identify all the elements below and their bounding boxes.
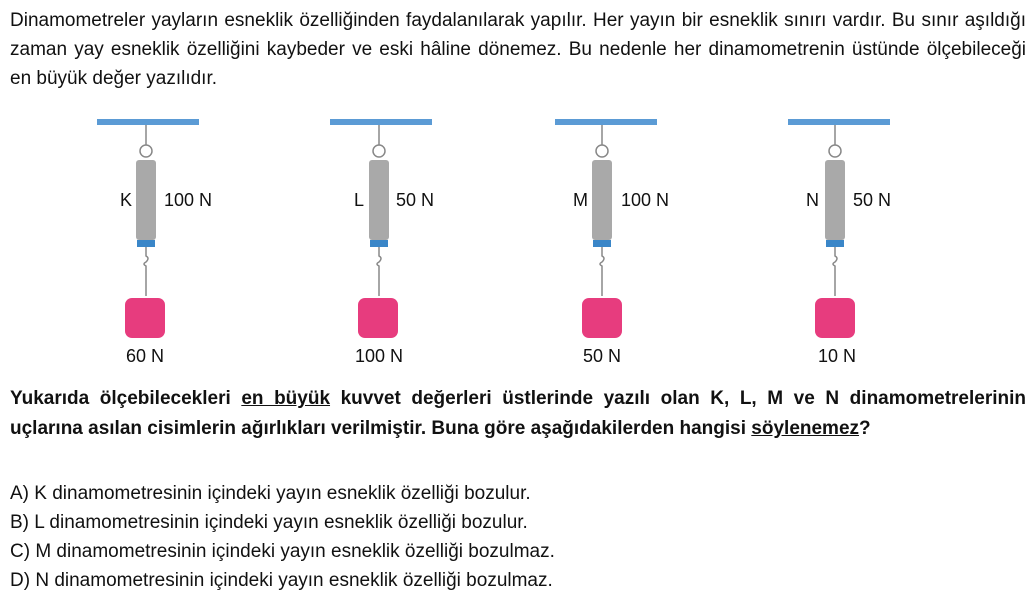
question-emphasis: söylenemez xyxy=(751,418,860,439)
hanging-mass xyxy=(815,298,855,338)
dynamometer-label: M xyxy=(573,190,588,210)
dynamometer-M xyxy=(555,119,669,366)
bottom-hook xyxy=(833,247,837,296)
top-ring xyxy=(596,145,608,157)
option-c[interactable]: C) M dinamometresinin içindeki yayın esneklik özelliği bozulmaz. xyxy=(10,541,555,562)
dynamometer-label: L xyxy=(354,190,365,210)
top-ring xyxy=(140,145,152,157)
option-b[interactable]: B) L dinamometresinin içindeki yayın esneklik özelliği bozulur. xyxy=(10,512,528,533)
option-d[interactable]: D) N dinamometresinin içindeki yayın esneklik özelliği bozulmaz. xyxy=(10,570,553,591)
dynamometer-body xyxy=(592,160,612,240)
question-text xyxy=(10,384,1026,444)
top-ring xyxy=(373,145,385,157)
weight-label: 60 N xyxy=(126,346,165,366)
dynamometer-body xyxy=(369,160,389,240)
dynamometer-figure xyxy=(0,110,1034,370)
ceiling-bar xyxy=(788,119,890,125)
dynamometer-label: K xyxy=(120,190,133,210)
bottom-hook xyxy=(377,247,381,296)
hanging-mass xyxy=(125,298,165,338)
top-ring xyxy=(829,145,841,157)
hanging-mass xyxy=(582,298,622,338)
bottom-hook xyxy=(600,247,604,296)
question-part: ? xyxy=(859,418,871,439)
answer-options xyxy=(10,479,555,595)
weight-label: 10 N xyxy=(818,346,857,366)
hanging-mass xyxy=(358,298,398,338)
ceiling-bar xyxy=(97,119,199,125)
question-part: Yukarıda ölçebilecekleri xyxy=(10,388,242,409)
question-part: kuvvet değerleri üstlerinde yazılı olan K, L, M ve N dinamometrelerinin uçlarına asılan cisimlerin ağırlıkları verilmiştir. Buna göre aşağıdakilerden hangisi xyxy=(10,388,1026,439)
dynamometer-K xyxy=(97,119,212,366)
dynamometer-tip xyxy=(137,240,155,247)
max-force-label: 50 N xyxy=(396,190,435,210)
ceiling-bar xyxy=(330,119,432,125)
max-force-label: 50 N xyxy=(853,190,892,210)
max-force-label: 100 N xyxy=(621,190,670,210)
ceiling-bar xyxy=(555,119,657,125)
dynamometer-L xyxy=(330,119,434,366)
dynamometer-label: N xyxy=(806,190,819,210)
dynamometer-body xyxy=(136,160,156,240)
weight-label: 50 N xyxy=(583,346,622,366)
dynamometer-tip xyxy=(826,240,844,247)
question-emphasis: en büyük xyxy=(241,388,331,409)
max-force-label: 100 N xyxy=(164,190,213,210)
weight-label: 100 N xyxy=(355,346,404,366)
dynamometer-tip xyxy=(370,240,388,247)
dynamometer-tip xyxy=(593,240,611,247)
option-a[interactable]: A) K dinamometresinin içindeki yayın esneklik özelliği bozulur. xyxy=(10,483,531,504)
dynamometer-N xyxy=(788,119,891,366)
dynamometer-body xyxy=(825,160,845,240)
intro-paragraph: Dinamometreler yayların esneklik özelliğinden faydalanılarak yapılır. Her yayın bir esneklik sınırı vardır. Bu sınır aşıldığı zaman yay esneklik özelliğini kaybeder ve eski hâline dönemez. Bu nedenle her dinamometrenin üstünde ölçebileceği en büyük değer yazılıdır. xyxy=(10,10,1026,89)
bottom-hook xyxy=(144,247,148,296)
